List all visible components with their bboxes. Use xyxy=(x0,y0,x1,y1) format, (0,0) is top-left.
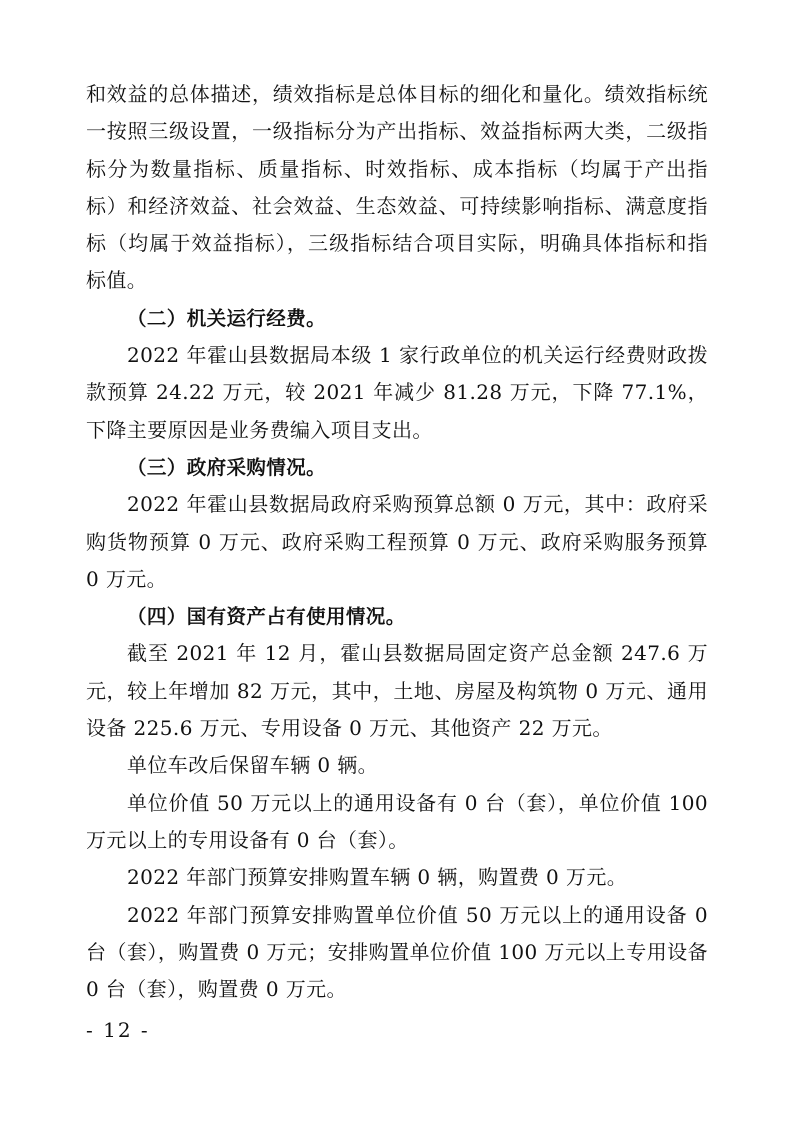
section-heading-operating-expenses: （二）机关运行经费。 xyxy=(127,306,327,330)
paragraph-vehicle-purchase: 2022 年部门预算安排购置车辆 0 辆，购置费 0 万元。 xyxy=(127,865,628,890)
paragraph-equipment-count: 单位价值 50 万元以上的通用设备有 0 台（套），单位价值 100 万元以上的专用设备有 0 台（套）。 xyxy=(86,790,708,852)
page-number: - 12 - xyxy=(86,1018,150,1042)
paragraph-retained-vehicles: 单位车改后保留车辆 0 辆。 xyxy=(127,753,379,778)
page-body xyxy=(86,76,708,1008)
paragraph-indicator-description: 和效益的总体描述，绩效指标是总体目标的细化和量化。绩效指标统一按照三级设置，一级指标分为产出指标、效益指标两大类，二级指标分为数量指标、质量指标、时效指标、成本指标（均属于产出指标）和经济效益、社会效益、生态效益、可持续影响指标、满意度指标（均属于效益指标），三级指标结合项目实际，明确具体指标和指标值。 xyxy=(86,82,708,293)
paragraph-government-procurement: 2022 年霍山县数据局政府采购预算总额 0 万元，其中：政府采购货物预算 0 万元、政府采购工程预算 0 万元、政府采购服务预算 0 万元。 xyxy=(86,492,708,591)
paragraph-equipment-purchase: 2022 年部门预算安排购置单位价值 50 万元以上的通用设备 0 台（套），购置费 0 万元；安排购置单位价值 100 万元以上专用设备 0 台（套），购置费 0 万元。 xyxy=(86,902,708,1002)
section-heading-state-assets: （四）国有资产占有使用情况。 xyxy=(127,605,406,629)
paragraph-operating-expenses: 2022 年霍山县数据局本级 1 家行政单位的机关运行经费财政拨款预算 24.22 万元，较 2021 年减少 81.28 万元，下降 77.1%，下降主要原因是业务费编入项目支出。 xyxy=(86,343,708,442)
paragraph-fixed-assets: 截至 2021 年 12 月，霍山县数据局固定资产总金额 247.6 万元，较上年增加 82 万元，其中，土地、房屋及构筑物 0 万元、通用设备 225.6 万元、专用设备 0 万元、其他资产 22 万元。 xyxy=(86,641,708,741)
section-heading-government-procurement: （三）政府采购情况。 xyxy=(127,455,327,479)
